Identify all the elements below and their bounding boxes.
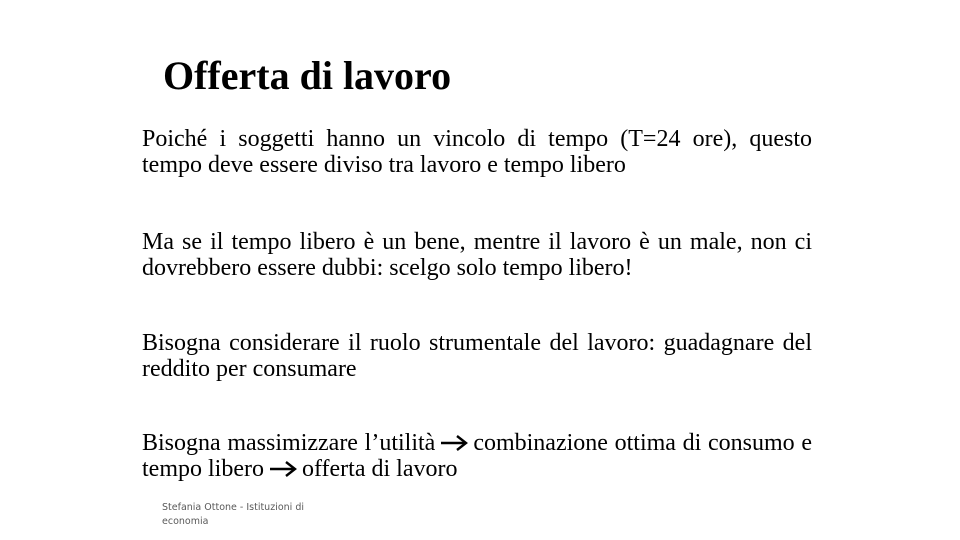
labor-supply-text: offerta di lavoro xyxy=(301,456,458,482)
optimal-combination-text: combinazione ottima di consumo e tempo libero xyxy=(142,430,812,482)
paragraph-instrumental-role: Bisogna considerare il ruolo strumentale del lavoro: guadagnare del reddito per consumare xyxy=(142,330,812,382)
paragraph-leisure-good: Ma se il tempo libero è un bene, mentre il lavoro è un male, non ci dovrebbero essere dubbi: scelgo solo tempo libero! xyxy=(142,229,812,281)
slide-footer: Stefania Ottone - Istituzioni di economia xyxy=(162,502,304,527)
maximize-utility-text: Bisogna massimizzare l’utilità xyxy=(142,430,436,456)
slide-title: Offerta di lavoro xyxy=(163,53,452,98)
right-arrow-icon xyxy=(439,434,469,452)
paragraph-time-constraint: Poiché i soggetti hanno un vincolo di tempo (T=24 ore), questo tempo deve essere diviso tra lavoro e tempo libero xyxy=(142,126,812,178)
right-arrow-icon xyxy=(268,460,298,478)
paragraph-maximize-utility xyxy=(142,430,812,482)
